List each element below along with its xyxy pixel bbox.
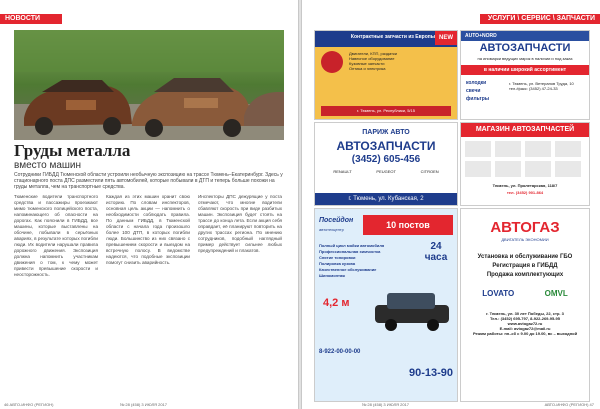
ad5-phone-2: 90-13-90 xyxy=(408,367,453,379)
article-headline: Груды металла xyxy=(14,141,131,160)
ad4-address: Тюмень, ул. Пролетарская, 118/7 xyxy=(492,183,558,188)
ad2-item-list xyxy=(466,79,489,103)
ad5-subtitle: автотехцентр xyxy=(319,227,344,232)
ad5-car-image xyxy=(371,289,453,333)
ad6-email: E-mail: avtogaz72@mail.ru xyxy=(499,326,551,331)
ad2-subtitle: на иномарки ведущих марок в наличии и под заказ xyxy=(477,56,573,61)
ad6-service: Установка и обслуживание ГБО xyxy=(477,254,573,260)
ad4-phone: тел. (3452) 901-864 xyxy=(506,190,544,195)
ad3-line1: ПАРИЖ xyxy=(362,129,389,136)
ad5-item: Снятие тонировки xyxy=(319,255,356,260)
ad1-logo-icon xyxy=(321,51,343,73)
section-label-services: УСЛУГИ \ СЕРВИС \ ЗАПЧАСТИ xyxy=(480,14,600,24)
ad3-brand-citroen: CITROEN xyxy=(420,169,439,174)
ad6-phones: Тел.: (3452) 695-797, 8-922-269-95-95 xyxy=(490,316,560,321)
ad3-logo-line xyxy=(315,129,457,136)
ad1-title: Контрактные запчасти из Европы xyxy=(350,34,436,40)
left-page xyxy=(0,0,298,409)
section-label-news: НОВОСТИ xyxy=(0,14,62,24)
footer-right: АВТО-ИНФО (РЕГИОН) 47 xyxy=(544,402,594,407)
ad-autoparts-store xyxy=(460,122,590,206)
ad6-website: www.avtogaz72.ru xyxy=(507,321,543,326)
ad6-service: Регистрация в ГИБДД xyxy=(492,263,558,269)
article-lead: Сотрудники ГИБДД Тюменской области устроили необычную экспозицию на трассе Тюмень–Екатеринбург. Здесь у стационарного поста ДПС разместили пять автомобилей, которые побывали в ДТП и теперь больше похожи на груды металла, чем на транспортные средства. xyxy=(14,172,283,190)
ad5-item: Полировка кузова xyxy=(319,261,356,266)
ad-poseidon xyxy=(314,208,458,402)
ad3-title: АВТОЗАПЧАСТИ xyxy=(336,139,436,153)
ad5-item: Профессиональная химчистка xyxy=(319,249,381,254)
ad2-banner: в наличии широкий ассортимент xyxy=(461,65,589,75)
ad3-address: г. Тюмень, ул. Кубанская, 2 xyxy=(315,193,457,205)
ad5-item: Полный цикл мойки автомобиля xyxy=(319,243,385,248)
ad6-service-list xyxy=(465,253,585,280)
ad6-brand-row xyxy=(467,289,583,298)
ad3-phone: (3452) 605-456 xyxy=(351,154,421,165)
article-column-3: Инспекторы ДПС дежурящие у поста отмечают, что многие водители сбавляют скорость при виде разбитых машин. Экспозиция будет стоять на трассе до конца лета. Если акция себя оправдает, её планируют повторить на других трассах региона. По мнению сотрудников, подобный наглядный пример действует сильнее любых предупреждений и плакатов. xyxy=(198,194,282,253)
ad6-subtitle: ДВИГАТЕЛЬ ЭКОНОМИИ xyxy=(501,237,549,242)
ad4-brand-logos xyxy=(465,141,585,179)
article-column-1: Тюменские водители транспортного средства и пассажиры проезжают мимо тюменского полицейского поста, напоминающего об опасности на дорогах. Как пояснили в ГИБДД, все машины, которые выставлены на обочине, побывали в серьёзных авариях, в результате которых погибли люди. Их водители нарушали правила дорожного движения. Экспозиция должна напомнить участникам движения о том, к чему может привести превышение скорости и неосторожность. xyxy=(14,194,98,277)
ad3-line2: АВТО xyxy=(390,129,410,136)
burned-cars-photo xyxy=(14,30,284,140)
article-subhead: вместо машин xyxy=(14,160,82,171)
ad1-new-badge: NEW xyxy=(435,31,457,45)
ad1-item: Двигатели, КПП, раздатки xyxy=(349,51,397,56)
ad1-address: г. Тюмень, ул. Республики, 5/15 xyxy=(321,106,451,116)
ad3-brand-row xyxy=(321,169,451,187)
ad2-contacts xyxy=(509,81,587,91)
ad-paris-auto xyxy=(314,122,458,206)
ad2-address: г. Тюмень, ул. Ветеранов Труда, 10 xyxy=(509,81,574,86)
ad5-item-list xyxy=(319,243,417,279)
ad5-height: 4,2 м xyxy=(323,297,350,309)
ad6-schedule: Режим работы: пн–сб с 9.00 до 19.00, вс – выходной xyxy=(472,331,578,336)
ad6-title: АВТОГАЗ xyxy=(490,219,560,236)
footer-issue-right: № 28 (458) 3 ИЮЛЯ 2017 xyxy=(362,402,410,407)
ad5-hours: 24 часа xyxy=(424,241,448,263)
ad2-brand: AUTO+NORD xyxy=(461,31,590,41)
ad4-title: МАГАЗИН АВТОЗАПЧАСТЕЙ xyxy=(461,123,589,137)
ad6-brand-lovato: LOVATO xyxy=(482,289,515,298)
ad2-item: фильтры xyxy=(466,96,490,102)
ad5-phone: 8-922-00-00-00 xyxy=(319,349,361,355)
ad3-brand-renault: RENAULT xyxy=(333,169,352,174)
ad5-item: Качественное обслуживание xyxy=(319,267,377,272)
ad5-badge: 10 постов xyxy=(363,215,453,235)
ad6-contacts xyxy=(465,311,585,336)
ad-auto-nord xyxy=(460,30,590,120)
right-page xyxy=(302,0,600,409)
ad1-item: Оптика и электрика xyxy=(349,66,386,71)
ad1-item-list xyxy=(349,51,453,71)
ad-contract-parts xyxy=(314,30,458,120)
ad1-item: Навесное оборудование xyxy=(349,56,395,61)
ad3-brand-peugeot: PEUGEOT xyxy=(376,169,396,174)
article-column-2: Каждая из этих машин хранит свою историю. По словам инспекторов, основная цель акции — напомнить о необходимости соблюдать правила. По данным ГИБДД, в Тюменской области с начала года произошло более 100 ДТП, в которых погибли люди. Большинство из них связано с превышением скорости и выездом на встречную полосу. В ведомстве надеются, что подобные экспозиции помогут снизить аварийность. xyxy=(106,194,190,265)
footer-left: 46 АВТО-ИНФО (РЕГИОН) xyxy=(4,402,54,407)
ad5-brand: Посейдон xyxy=(319,217,354,224)
ad1-item: Кузовные запчасти xyxy=(349,61,385,66)
ad2-item: колодки xyxy=(466,80,487,86)
ad2-phone: тел./факс: (3452) 47-24-33 xyxy=(509,86,558,91)
ad2-title: АВТОЗАПЧАСТИ xyxy=(479,42,571,54)
footer-issue-left: № 28 (458) 3 ИЮЛЯ 2017 xyxy=(120,402,168,407)
ad6-address: г. Тюмень, ул. 30 лет Победы, 22, стр. 3 xyxy=(486,311,564,316)
ad6-service: Продажа комплектующих xyxy=(486,272,564,278)
ad6-brand-omvl: OMVL xyxy=(544,289,568,298)
burned-cars-image xyxy=(14,30,284,140)
ad5-item: Шиномонтаж xyxy=(319,273,346,278)
ad-avtogaz xyxy=(460,208,590,402)
ad2-item: свечи xyxy=(466,88,481,94)
